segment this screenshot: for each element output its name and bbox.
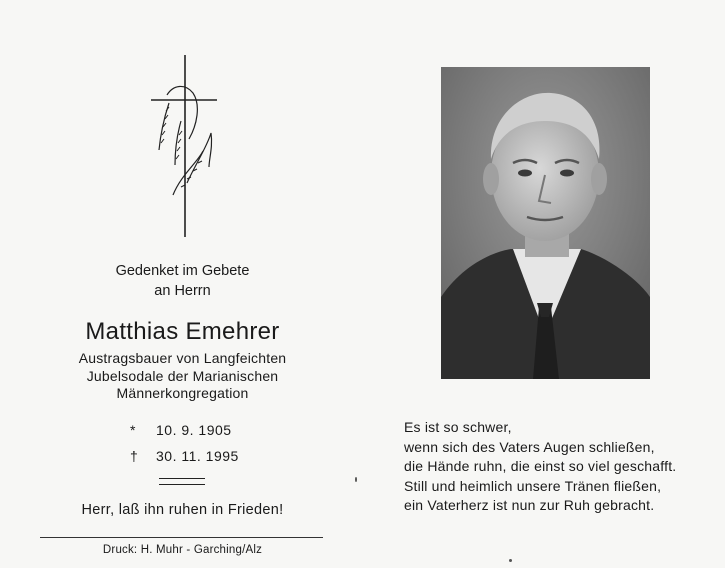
portrait-photo [441,67,650,379]
cross-with-wheat-icon [145,55,225,240]
memorial-line-1: Gedenket im Gebete [115,263,250,279]
deceased-titles [40,350,325,403]
memorial-poem [404,418,676,516]
title-line: Jubelsodale der Marianischen [86,367,279,384]
footer-divider [40,537,323,538]
print-speck [355,477,357,482]
death-date: 30. 11. 1995 [156,448,239,464]
life-dates [130,417,239,469]
portrait-illustration [441,67,650,379]
poem-line: die Hände ruhn, die einst so viel geschafft. [404,458,677,474]
poem-line: Es ist so schwer, [404,419,512,435]
title-line: Männerkongregation [116,385,249,401]
title-line: Austragsbauer von Langfeichten [78,350,287,366]
birth-row [130,417,239,443]
poem-line: wenn sich des Vaters Augen schließen, [404,438,655,455]
deceased-name: Matthias Emehrer [85,318,280,345]
birth-star-icon: * [130,422,136,438]
memorial-line-2: an Herrn [154,283,211,299]
death-cross-icon: † [130,448,138,464]
printer-credit: Druck: H. Muhr - Garching/Alz [102,544,263,556]
memorial-heading [40,261,325,301]
memorial-text-panel [40,0,325,568]
print-speck [509,559,512,562]
birth-date: 10. 9. 1905 [156,422,232,438]
double-divider [159,478,205,485]
death-row [130,443,239,469]
poem-line: ein Vaterherz ist nun zur Ruh gebracht. [404,497,655,513]
prayer-line: Herr, laß ihn ruhen in Frieden! [81,502,284,518]
poem-line: Still und heimlich unsere Tränen fließen, [404,477,662,494]
